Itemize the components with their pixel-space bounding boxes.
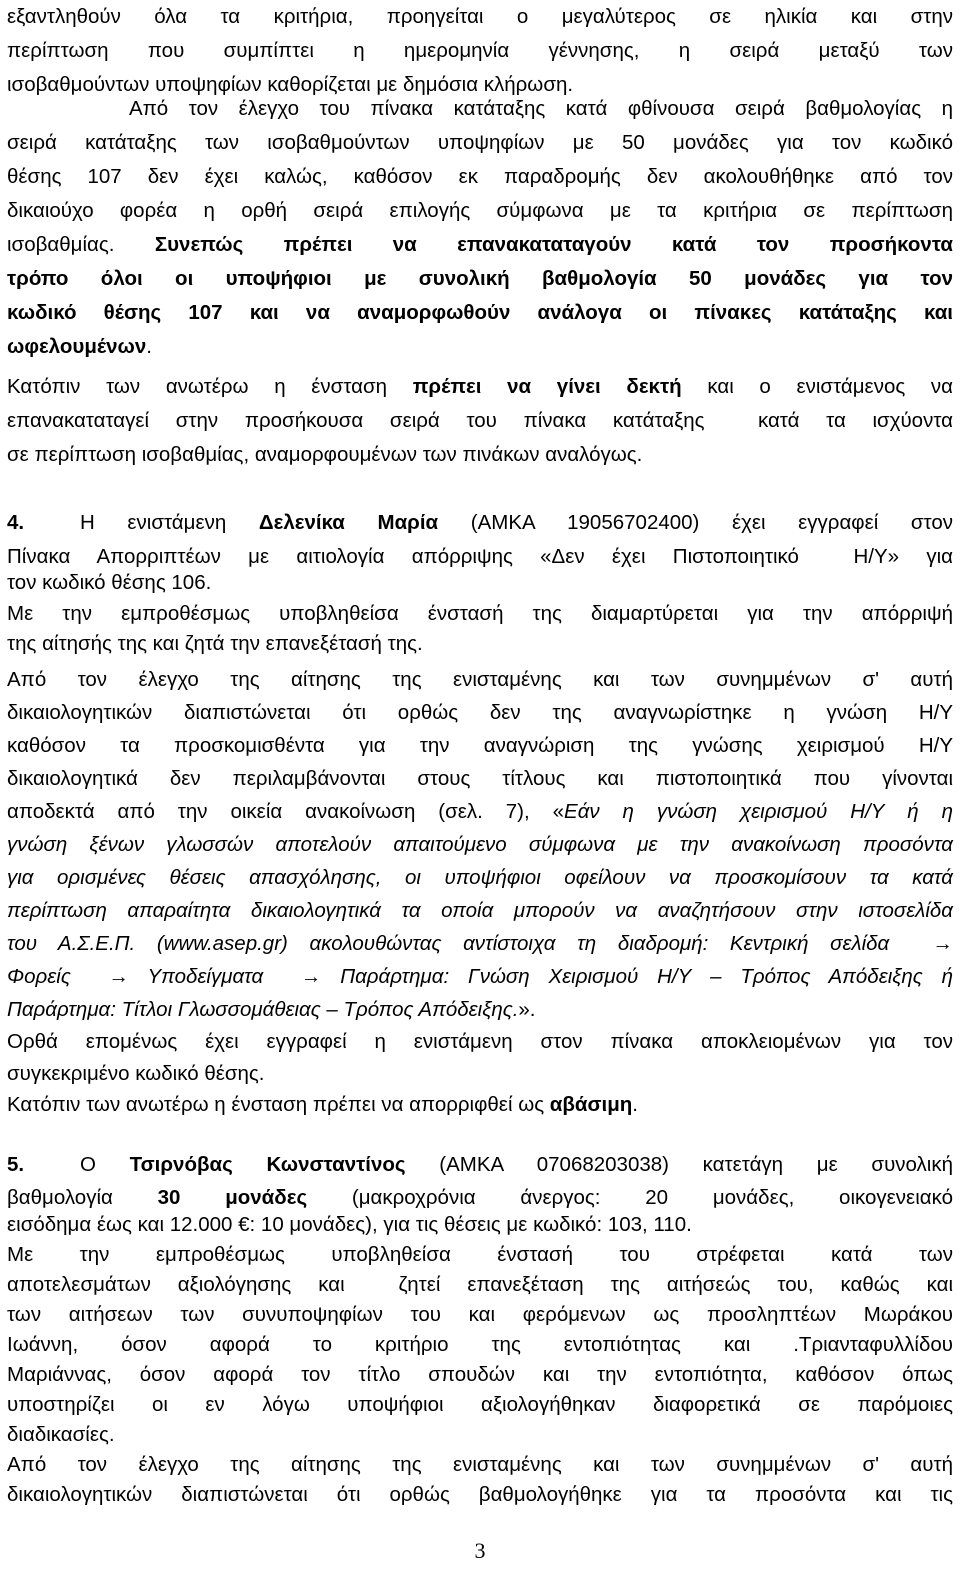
text-line: περίπτωση που συμπίπτει η ημερομηνία γέννησης, η σειρά μεταξύ των [7, 39, 953, 62]
text-line [7, 228, 953, 262]
text-line: κωδικό θέσης 107 και να αναμορφωθούν ανάλογα οι πίνακες κατάταξης και [7, 301, 953, 324]
text-span: Ο [80, 1153, 130, 1176]
bold-span: Συνεπώς πρέπει να επανακαταταγούν κατά τον προσήκοντα [154, 233, 953, 256]
text-line: Από τον έλεγχο της αίτησης της ενισταμένης και των συνημμένων σ' αυτή [7, 1453, 953, 1476]
text-line: γνώση ξένων γλωσσών αποτελούν απαιτούμενο σύμφωνα με την ανακοίνωση προσόντα [7, 833, 953, 856]
text-span: αποδεκτά από την οικεία ανακοίνωση (σελ. 7), « [7, 800, 565, 823]
text-line: Με την εμπροθέσμως υποβληθείσα ένστασή του στρέφεται κατά των [7, 1243, 953, 1266]
text-line: για ορισμένες θέσεις απασχόλησης, οι υποψήφιοι οφείλουν να προσκομίσουν τα κατά [7, 866, 953, 889]
text-span: και ο ενιστάμενος να [681, 375, 953, 398]
text-line [7, 330, 953, 364]
bold-span: Τσιρνόβας Κωνσταντίνος [129, 1153, 406, 1176]
text-span: (ΑΜΚΑ 07068203038) κατετάγη με συνολική [405, 1153, 953, 1176]
text-line: της αίτησής της και ζητά την επανεξέτασή της. [7, 632, 423, 655]
italic-span: Παράρτημα: Τίτλοι Γλωσσομάθειας – Τρόπος Απόδειξης. [7, 998, 519, 1021]
text-span: ισοβαθμίας. [7, 233, 155, 256]
text-line: Ιωάννη, όσον αφορά το κριτήριο της εντοπιότητας και .Τριανταφυλλίδου [7, 1333, 953, 1356]
text-line: Από τον έλεγχο του πίνακα κατάταξης κατά φθίνουσα σειρά βαθμολογίας η [7, 97, 953, 120]
text-line: αποτελεσμάτων αξιολόγησης και ζητεί επανεξέταση της αιτήσεώς του, καθώς και [7, 1273, 953, 1296]
text-span: βαθμολογία [7, 1186, 158, 1209]
italic-span: Εάν η γνώση χειρισμού Η/Υ ή η [564, 800, 953, 823]
text-line: σειρά κατάταξης των ισοβαθμούντων υποψηφίων με 50 μονάδες για τον κωδικό [7, 131, 953, 154]
text-line: δικαιούχο φορέα η ορθή σειρά επιλογής σύμφωνα με τα κριτήρια σε περίπτωση [7, 199, 953, 222]
section-4-heading-line [7, 506, 953, 540]
text-line: συγκεκριμένο κωδικό θέσης. [7, 1062, 265, 1085]
bold-span: πρέπει να γίνει δεκτή [412, 375, 682, 398]
text-line: Μαριάννας, όσον αφορά τον τίτλο σπουδών και την εντοπιότητα, καθόσον όπως [7, 1363, 953, 1386]
text-line: δικαιολογητικών διαπιστώνεται ότι ορθώς δεν της αναγνωρίστηκε η γνώση Η/Υ [7, 701, 953, 724]
text-line [7, 1088, 953, 1122]
text-line: τρόπο όλοι οι υποψήφιοι με συνολική βαθμολογία 50 μονάδες για τον [7, 267, 953, 290]
text-span: Η ενιστάμενη [80, 511, 259, 534]
text-line: δικαιολογητικά δεν περιλαμβάνονται στους τίτλους και πιστοποιητικά που γίνονται [7, 767, 953, 790]
text-line: Από τον έλεγχο της αίτησης της ενισταμένης και των συνημμένων σ' αυτή [7, 668, 953, 691]
text-span: . [146, 335, 152, 358]
text-line: επανακαταταγεί στην προσήκουσα σειρά του πίνακα κατάταξης κατά τα ισχύοντα [7, 409, 953, 432]
section-number: 4. [7, 511, 25, 534]
text-line: Πίνακα Απορριπτέων με αιτιολογία απόρριψης «Δεν έχει Πιστοποιητικό Η/Υ» για [7, 545, 953, 568]
bold-span: ωφελουμένων [7, 335, 147, 358]
text-line: ισοβαθμούντων υποψηφίων καθορίζεται με δημόσια κλήρωση. [7, 73, 574, 96]
text-line: των αιτήσεων των συνυποψηφίων του και φερόμενων ως προσληπτέων Μωράκου [7, 1303, 953, 1326]
text-line [7, 993, 953, 1027]
text-span: Κατόπιν των ανωτέρω η ένσταση [7, 375, 413, 398]
bold-span: 30 μονάδες [157, 1186, 308, 1209]
section-number: 5. [7, 1153, 25, 1176]
text-line: θέσης 107 δεν έχει καλώς, καθόσον εκ παραδρομής δεν ακολουθήθηκε από τον [7, 165, 953, 188]
text-line: Με την εμπροθέσμως υποβληθείσα ένστασή της διαμαρτύρεται για την απόρριψή [7, 602, 953, 625]
text-span: (ΑΜΚΑ 19056702400) έχει εγγραφεί στον [438, 511, 953, 534]
text-line: καθόσον τα προσκομισθέντα για την αναγνώριση της γνώσης χειρισμού Η/Υ [7, 734, 953, 757]
bold-span: αβάσιμη [549, 1093, 633, 1116]
bold-span: Δελενίκα Μαρία [258, 511, 439, 534]
text-span: ». [518, 998, 536, 1021]
text-line: περίπτωση απαραίτητα δικαιολογητικά τα οποία μπορούν να αναζητήσουν στην ιστοσελίδα [7, 899, 953, 922]
text-line: Ορθά επομένως έχει εγγραφεί η ενιστάμενη στον πίνακα αποκλειομένων για τον [7, 1030, 953, 1053]
text-line: εξαντληθούν όλα τα κριτήρια, προηγείται ο μεγαλύτερος σε ηλικία και στην [7, 5, 953, 28]
page-number: 3 [474, 1538, 486, 1563]
text-line: σε περίπτωση ισοβαθμίας, αναμορφουμένων των πινάκων αναλόγως. [7, 443, 643, 466]
text-line: του Α.Σ.Ε.Π. (www.asep.gr) ακολουθώντας αντίστοιχα τη διαδρομή: Κεντρική σελίδα → [7, 932, 953, 955]
text-line [7, 370, 953, 404]
text-line: εισόδημα έως και 12.000 €: 10 μονάδες), για τις θέσεις με κωδικό: 103, 110. [7, 1213, 692, 1236]
text-line: τον κωδικό θέσης 106. [7, 571, 212, 594]
text-span: (μακροχρόνια άνεργος: 20 μονάδες, οικογενειακό [307, 1186, 953, 1209]
text-line [7, 795, 953, 829]
section-5-heading-line [7, 1148, 953, 1182]
text-line: δικαιολογητικών διαπιστώνεται ότι ορθώς βαθμολογήθηκε για τα προσόντα και τις [7, 1483, 953, 1506]
text-span: . [632, 1093, 638, 1116]
text-line: διαδικασίες. [7, 1423, 115, 1446]
text-line: υποστηρίζει οι εν λόγω υποψήφιοι αξιολογήθηκαν διαφορετικά σε παρόμοιες [7, 1393, 953, 1416]
text-line: Φορείς → Υποδείγματα → Παράρτημα: Γνώση Χειρισμού Η/Υ – Τρόπος Απόδειξης ή [7, 965, 953, 988]
text-span: Κατόπιν των ανωτέρω η ένσταση πρέπει να απορριφθεί ως [7, 1093, 550, 1116]
